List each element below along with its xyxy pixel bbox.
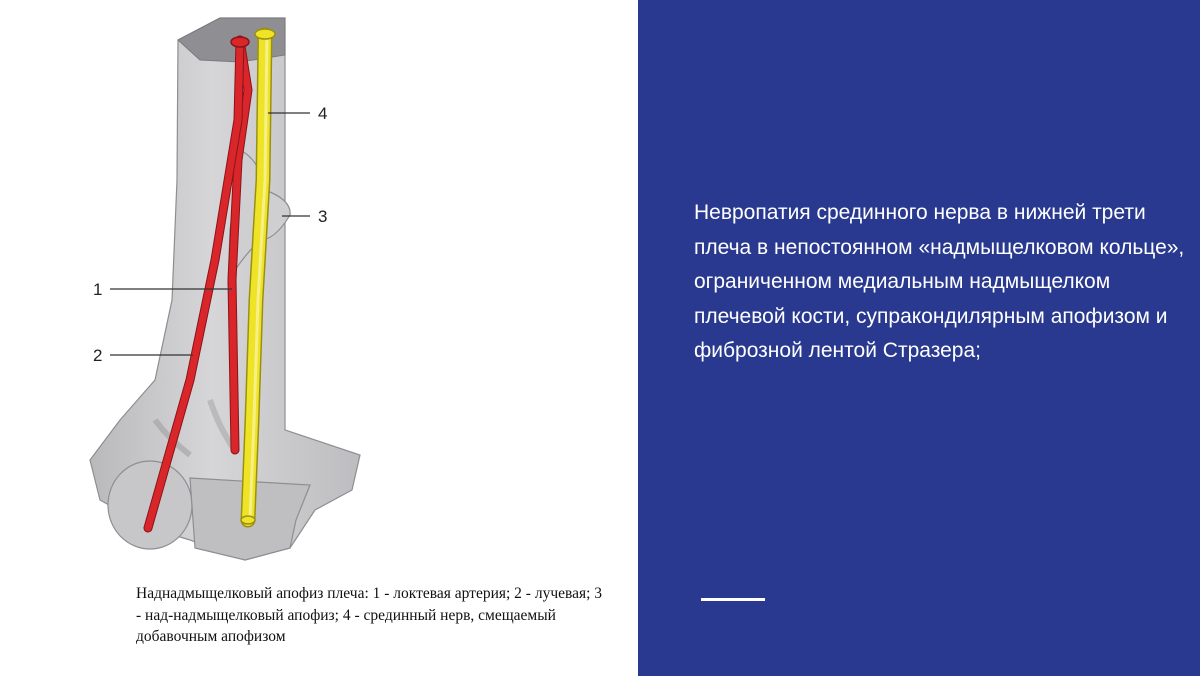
callout-label-2: 2	[93, 346, 103, 365]
nerve-bottom-opening	[241, 516, 255, 524]
humerus-illustration	[60, 0, 480, 580]
nerve-top-opening	[255, 29, 275, 39]
callout-label-1: 1	[93, 280, 103, 299]
callout-label-3: 3	[318, 207, 328, 226]
right-panel	[638, 0, 1200, 676]
artery-top-opening	[231, 37, 249, 47]
figure-caption: Наднадмыщелковый апофиз плеча: 1 - локтевая артерия; 2 - лучевая; 3 - над-надмыщелковый апофиз; 4 - срединный нерв, смещаемый добавочным апофизом	[136, 585, 603, 645]
callout-label-4: 4	[318, 104, 328, 123]
accent-divider	[701, 598, 765, 601]
slide-text: Невропатия срединного нерва в нижней трети плеча в непостоянном «надмыщелковом кольце», ограниченном медиальным надмыщелком плечевой кости, супракондилярным апофизом и фиброзной лентой Стразера;	[694, 201, 1185, 362]
